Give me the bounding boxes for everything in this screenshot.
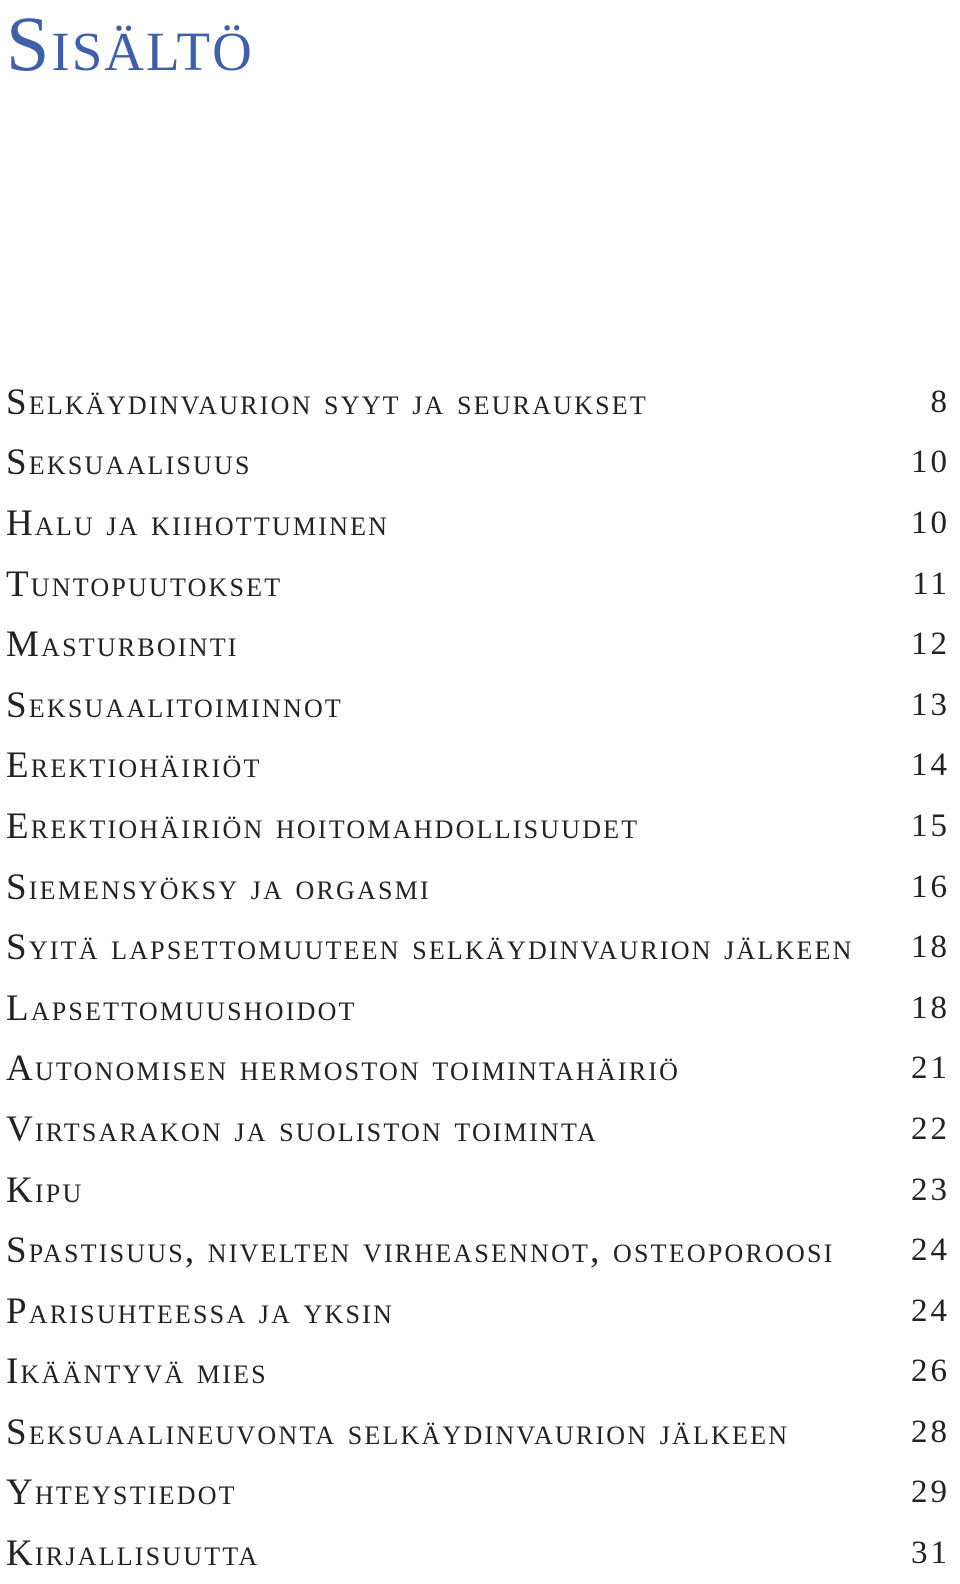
toc-entry-title: Kirjallisuutta <box>6 1533 260 1575</box>
table-of-contents <box>0 372 960 1584</box>
toc-entry[interactable] <box>0 736 960 797</box>
toc-entry[interactable] <box>0 1523 960 1584</box>
toc-entry-page-number: 22 <box>911 1110 950 1147</box>
toc-entry-page-number: 21 <box>911 1050 950 1087</box>
toc-entry[interactable] <box>0 1220 960 1281</box>
toc-entry-title: Yhteystiedot <box>6 1472 237 1514</box>
toc-entry-page-number: 26 <box>911 1353 950 1390</box>
toc-entry-title: Ikääntyvä mies <box>6 1351 268 1393</box>
toc-entry-title: Autonomisen hermoston toimintahäiriö <box>6 1048 681 1090</box>
toc-entry-page-number: 10 <box>911 444 950 481</box>
toc-entry[interactable] <box>0 857 960 918</box>
toc-entry[interactable] <box>0 372 960 433</box>
toc-entry-page-number: 24 <box>911 1232 950 1269</box>
toc-entry[interactable] <box>0 1160 960 1221</box>
toc-entry-page-number: 28 <box>911 1413 950 1450</box>
toc-entry[interactable] <box>0 978 960 1039</box>
toc-entry[interactable] <box>0 917 960 978</box>
toc-entry-page-number: 31 <box>911 1535 950 1572</box>
toc-entry-title: Spastisuus, nivelten virheasennot, osteoporoosi <box>6 1230 835 1272</box>
toc-entry-title: Virtsarakon ja suoliston toiminta <box>6 1108 598 1150</box>
toc-entry-title: Tuntopuutokset <box>6 563 283 605</box>
toc-entry-page-number: 8 <box>930 383 950 420</box>
toc-entry-page-number: 16 <box>911 868 950 905</box>
toc-entry-page-number: 24 <box>911 1292 950 1329</box>
toc-entry-page-number: 18 <box>911 929 950 966</box>
toc-entry-title: Siemensyöksy ja orgasmi <box>6 866 431 908</box>
toc-entry[interactable] <box>0 1463 960 1524</box>
toc-entry-title: Syitä lapsettomuuteen selkäydinvaurion jälkeen <box>6 927 854 969</box>
toc-entry-title: Seksuaalisuus <box>6 442 252 484</box>
toc-entry-title: Erektiohäiriöt <box>6 745 262 787</box>
toc-entry[interactable] <box>0 675 960 736</box>
toc-entry-title: Parisuhteessa ja yksin <box>6 1290 394 1332</box>
toc-entry[interactable] <box>0 493 960 554</box>
toc-entry-title: Seksuaalineuvonta selkäydinvaurion jälkeen <box>6 1411 790 1453</box>
toc-entry[interactable] <box>0 554 960 615</box>
toc-entry[interactable] <box>0 1039 960 1100</box>
toc-entry-title: Selkäydinvaurion syyt ja seuraukset <box>6 381 648 423</box>
toc-entry-page-number: 18 <box>911 989 950 1026</box>
toc-entry-page-number: 15 <box>911 807 950 844</box>
toc-entry-title: Masturbointi <box>6 624 239 666</box>
toc-entry-title: Erektiohäiriön hoitomahdollisuudet <box>6 805 640 847</box>
toc-entry-title: Seksuaalitoiminnot <box>6 684 343 726</box>
toc-entry-title: Halu ja kiihottuminen <box>6 502 390 544</box>
toc-entry-page-number: 10 <box>911 504 950 541</box>
toc-entry[interactable] <box>0 1342 960 1403</box>
toc-entry[interactable] <box>0 1402 960 1463</box>
toc-entry[interactable] <box>0 796 960 857</box>
toc-entry-title: Kipu <box>6 1169 84 1211</box>
toc-entry-page-number: 13 <box>911 686 950 723</box>
page-title: Sisältö <box>6 0 254 87</box>
toc-entry[interactable] <box>0 614 960 675</box>
toc-entry-page-number: 12 <box>911 626 950 663</box>
toc-entry-page-number: 14 <box>911 747 950 784</box>
toc-entry[interactable] <box>0 1099 960 1160</box>
toc-entry[interactable] <box>0 433 960 494</box>
toc-entry-title: Lapsettomuushoidot <box>6 987 357 1029</box>
toc-entry-page-number: 11 <box>912 565 950 602</box>
toc-entry-page-number: 29 <box>911 1474 950 1511</box>
toc-entry[interactable] <box>0 1281 960 1342</box>
toc-entry-page-number: 23 <box>911 1171 950 1208</box>
